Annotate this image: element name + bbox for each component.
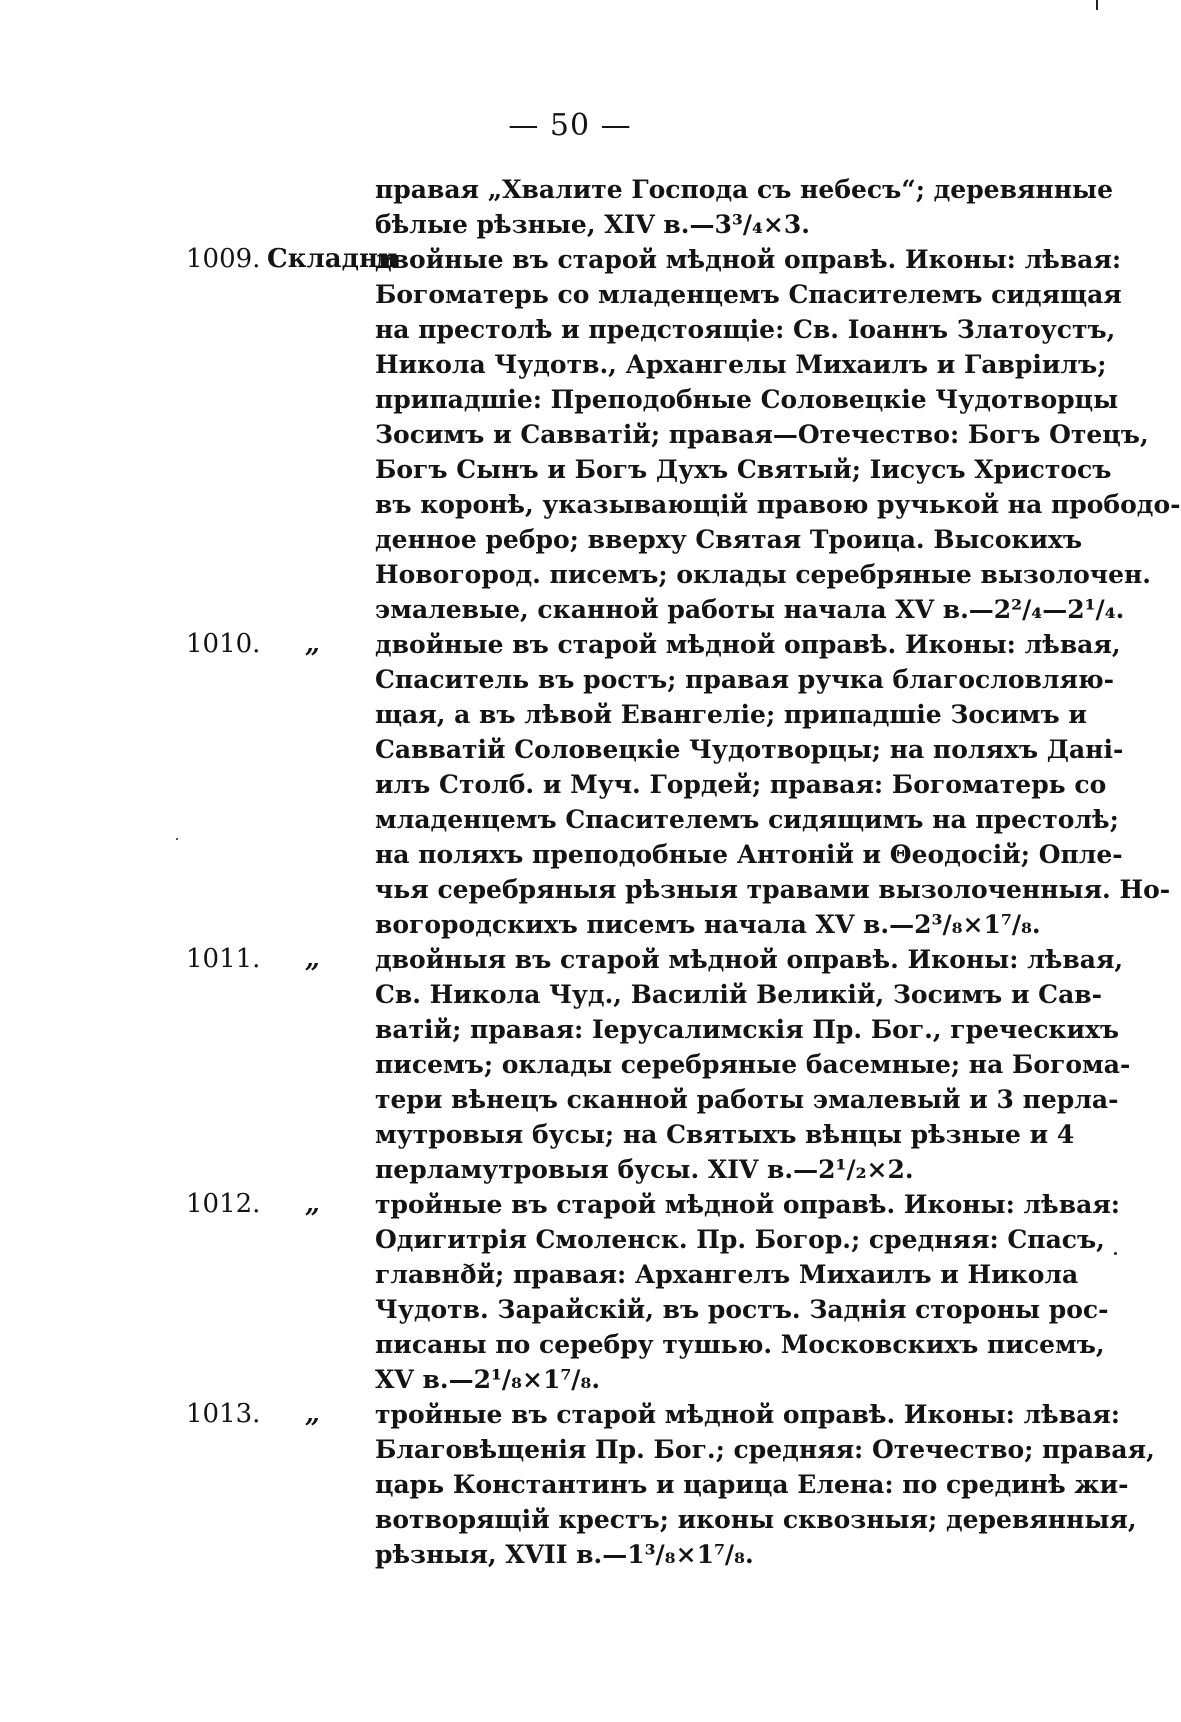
entry-row <box>0 1502 1140 1537</box>
entry-row <box>0 662 1140 697</box>
entry-row <box>0 1222 1140 1257</box>
entry-row <box>0 522 1140 557</box>
entry-text-line: Богоматерь со младенцемъ Спасителемъ сидящая <box>375 280 1122 309</box>
entry-number: 1010. <box>186 629 261 659</box>
entry-row <box>0 872 1171 907</box>
entry-text-line: ватій; правая: Іерусалимскія Пр. Бог., греческихъ <box>375 1015 1120 1044</box>
entry-text-line: царь Константинъ и царица Елена: по срединѣ жи- <box>375 1470 1129 1499</box>
catalog-entry <box>0 172 1140 242</box>
entry-row <box>0 977 1140 1012</box>
entry-text-line: Чудотв. Зарайскій, въ ростъ. Заднія стороны рос- <box>375 1295 1109 1324</box>
entry-row <box>0 837 1140 872</box>
entry-text-line: щая, а въ лѣвой Евангеліе; припадшіе Зосимъ и <box>375 700 1087 729</box>
entry-text-line: двойные въ старой мѣдной оправѣ. Иконы: лѣвая, <box>375 630 1121 659</box>
entry-text-line: Спаситель въ ростъ; правая ручка благословляю- <box>375 665 1115 694</box>
entry-row <box>0 277 1140 312</box>
entry-row <box>0 417 1149 452</box>
ditto-mark: „ <box>305 1189 320 1219</box>
entry-text-line: двойныя въ старой мѣдной оправѣ. Иконы: лѣвая, <box>375 945 1124 974</box>
entry-number: 1013. <box>186 1399 261 1429</box>
entry-text-line: тройные въ старой мѣдной оправѣ. Иконы: лѣвая: <box>375 1400 1121 1429</box>
entry-number: 1009. <box>186 244 261 274</box>
entry-text-line: Никола Чудотв., Архангелы Михаилъ и Гавріилъ; <box>375 350 1107 379</box>
entry-row <box>0 1187 1140 1222</box>
entry-row <box>0 172 1140 207</box>
catalog-entries <box>0 172 1181 1572</box>
entry-row <box>0 382 1140 417</box>
entry-text-line: писемъ; оклады серебряные басемные; на Богома- <box>375 1050 1131 1079</box>
entry-text-line: Благовѣщенія Пр. Бог.; средняя: Отечество; правая, <box>375 1435 1155 1464</box>
catalog-entry <box>0 242 1181 627</box>
scan-speck <box>1096 0 1098 10</box>
entry-text-line: чья серебряныя рѣзныя травами вызолоченныя. Но- <box>375 875 1171 904</box>
entry-row <box>0 1537 1140 1572</box>
entry-text-line: вотворящій крестъ; иконы сквозныя; деревянныя, <box>375 1505 1137 1534</box>
entry-row <box>0 767 1140 802</box>
entry-text-line: илъ Столб. и Муч. Гордей; правая: Богоматерь со <box>375 770 1107 799</box>
entry-text-line: двойные въ старой мѣдной оправѣ. Иконы: лѣвая: <box>375 245 1122 274</box>
ditto-mark: „ <box>305 1399 320 1429</box>
ditto-mark: „ <box>305 629 320 659</box>
entry-row <box>0 697 1140 732</box>
entry-text-line: на поляхъ преподобные Антоній и Θеодосій; Опле- <box>375 840 1123 869</box>
entry-row <box>0 732 1140 767</box>
entry-text-line: правая „Хвалите Господа съ небесъ“; деревянные <box>375 175 1113 204</box>
entry-text-line: вогородскихъ писемъ начала XV в.—2³/₈×1⁷/₈. <box>375 910 1041 939</box>
entry-text-line: тройные въ старой мѣдной оправѣ. Иконы: лѣвая: <box>375 1190 1121 1219</box>
entry-text-line: писаны по серебру тушью. Московскихъ писемъ, <box>375 1330 1105 1359</box>
entry-text-line: главнðй; правая: Архангелъ Михаилъ и Никола <box>375 1260 1079 1289</box>
entry-row <box>0 1467 1140 1502</box>
entry-text-line: Зосимъ и Савватій; правая—Отечество: Богъ Отецъ, <box>375 420 1149 449</box>
entry-row <box>0 1327 1140 1362</box>
entry-row <box>0 487 1181 522</box>
entry-row <box>0 1047 1140 1082</box>
entry-row <box>0 802 1140 837</box>
entry-number: 1012. <box>186 1189 261 1219</box>
entry-row <box>0 1397 1140 1432</box>
entry-heading: Складни <box>267 244 398 274</box>
entry-row <box>0 1432 1155 1467</box>
entry-number: 1011. <box>186 944 261 974</box>
entry-row <box>0 452 1140 487</box>
entry-row <box>0 907 1140 942</box>
entry-row <box>0 347 1140 382</box>
entry-row <box>0 592 1140 627</box>
entry-text-line: на престолѣ и предстоящіе: Св. Іоаннъ Златоустъ, <box>375 315 1116 344</box>
entry-row <box>0 207 1140 242</box>
entry-text-line: Савватій Соловецкіе Чудотворцы; на поляхъ Дані- <box>375 735 1124 764</box>
entry-row <box>0 627 1140 662</box>
catalog-entry <box>0 627 1171 942</box>
entry-row <box>0 242 1140 277</box>
catalog-entry <box>0 1397 1155 1572</box>
entry-row <box>0 1362 1140 1397</box>
entry-row <box>0 1257 1140 1292</box>
entry-row <box>0 1117 1140 1152</box>
entry-text-line: припадшіе: Преподобные Соловецкіе Чудотворцы <box>375 385 1119 414</box>
entry-text-line: мутровыя бусы; на Святыхъ вѣнцы рѣзные и 4 <box>375 1120 1075 1149</box>
entry-text-line: рѣзныя, XVII в.—1³/₈×1⁷/₈. <box>375 1540 754 1569</box>
entry-row <box>0 1082 1140 1117</box>
entry-text-line: Одигитрія Смоленск. Пр. Богор.; средняя: Спасъ, <box>375 1225 1105 1254</box>
entry-text-line: XV в.—2¹/₈×1⁷/₈. <box>375 1365 601 1394</box>
ditto-mark: „ <box>305 944 320 974</box>
entry-text-line: Богъ Сынъ и Богъ Духъ Святый; Іисусъ Христосъ <box>375 455 1112 484</box>
entry-text-line: младенцемъ Спасителемъ сидящимъ на престолѣ; <box>375 805 1119 834</box>
catalog-entry <box>0 1187 1140 1397</box>
entry-row <box>0 1292 1140 1327</box>
entry-row <box>0 1012 1140 1047</box>
entry-row <box>0 312 1140 347</box>
entry-text-line: эмалевые, сканной работы начала XV в.—2²/₄—2¹/₄. <box>375 595 1125 624</box>
page-number: — 50 — <box>508 108 632 143</box>
entry-row <box>0 1152 1140 1187</box>
entry-text-line: Св. Никола Чуд., Василій Великій, Зосимъ и Сав- <box>375 980 1103 1009</box>
entry-text-line: бѣлые рѣзные, XIV в.—3³/₄×3. <box>375 210 810 239</box>
entry-text-line: въ коронѣ, указывающій правою ручькой на прободо- <box>375 490 1181 519</box>
catalog-entry <box>0 942 1140 1187</box>
entry-text-line: Новогород. писемъ; оклады серебряные вызолочен. <box>375 560 1152 589</box>
entry-text-line: перламутровыя бусы. XIV в.—2¹/₂×2. <box>375 1155 914 1184</box>
entry-row <box>0 557 1152 592</box>
entry-text-line: денное ребро; вверху Святая Троица. Высокихъ <box>375 525 1083 554</box>
entry-row <box>0 942 1140 977</box>
entry-text-line: тери вѣнецъ сканной работы эмалевый и 3 перла- <box>375 1085 1119 1114</box>
